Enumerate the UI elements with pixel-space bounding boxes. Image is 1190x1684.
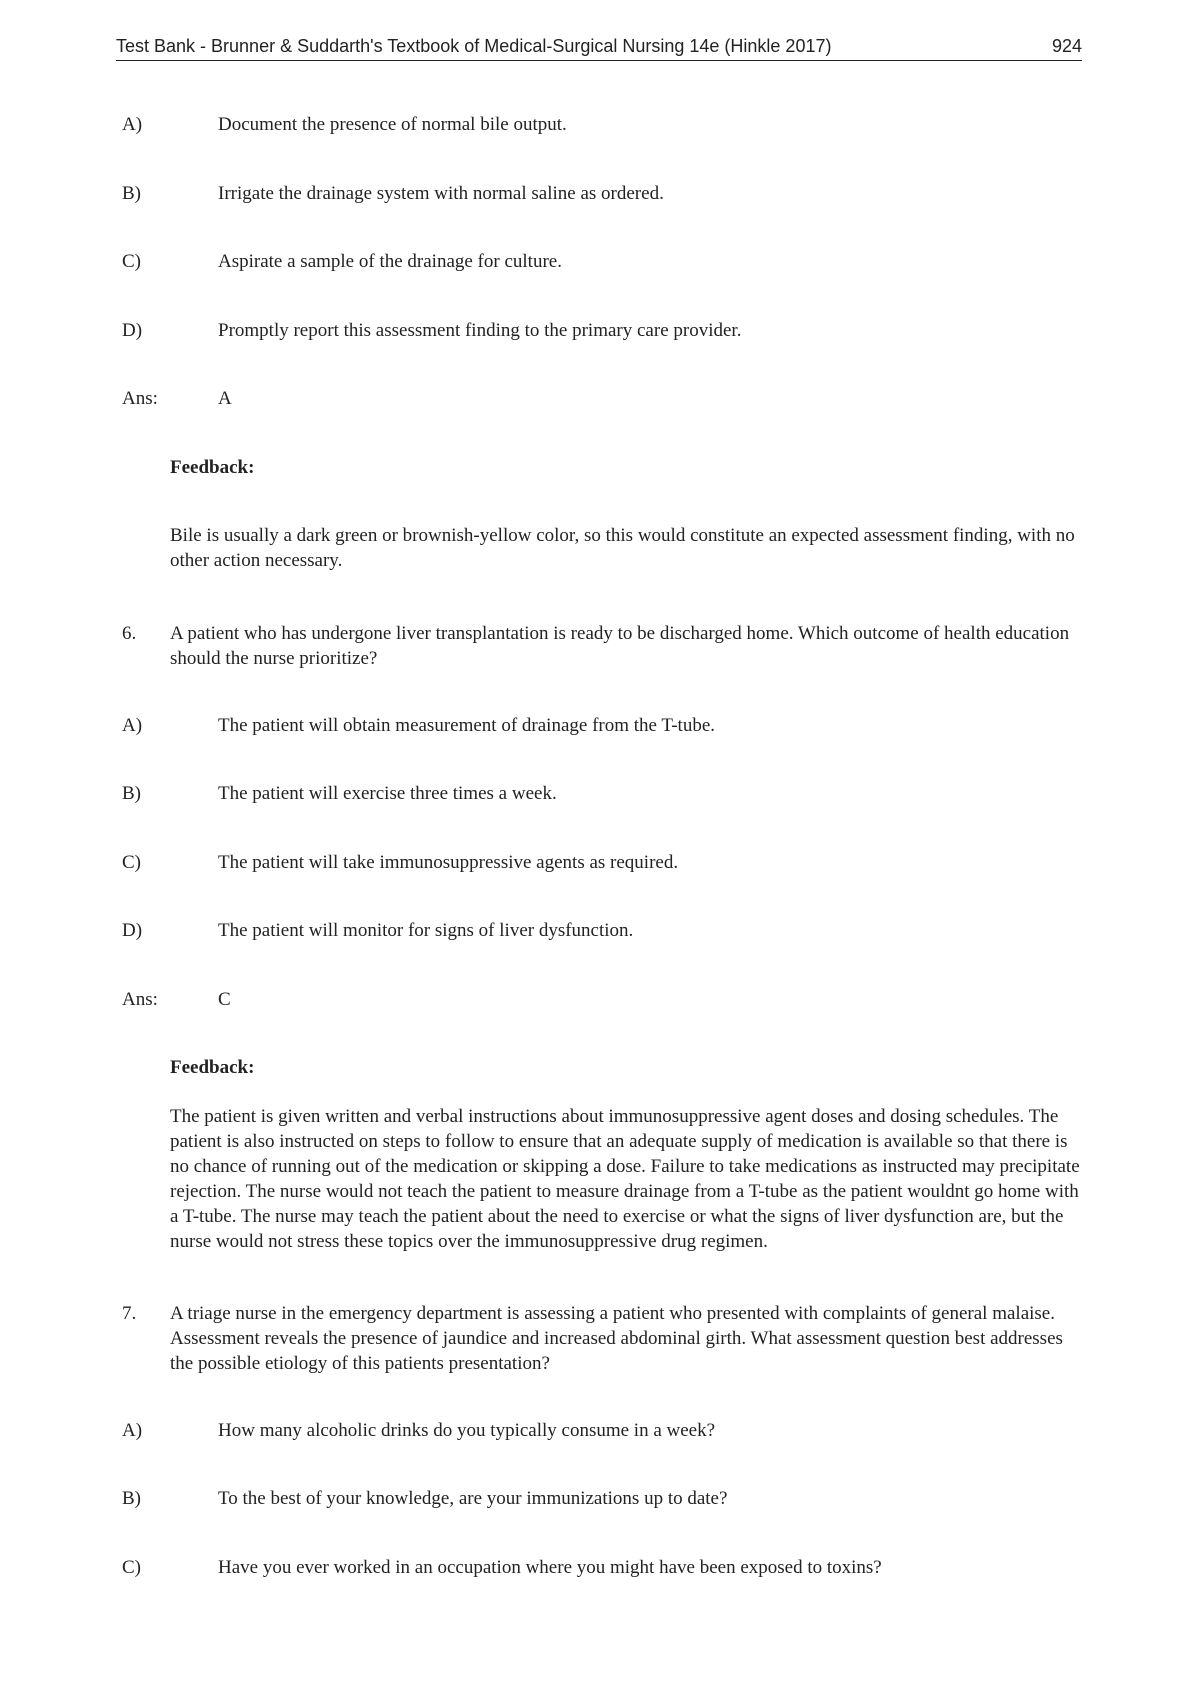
option-letter: C) [122,1557,141,1578]
option-letter: C) [122,251,141,272]
feedback-heading: Feedback: [170,457,255,478]
option-letter: A) [122,1420,143,1441]
option-text: The patient will exercise three times a week. [218,783,557,804]
option-letter: D) [122,920,143,941]
answer-value: A [218,388,232,409]
option-text: The patient will obtain measurement of drainage from the T-tube. [218,715,716,736]
option-text: To the best of your knowledge, are your immunizations up to date? [218,1488,728,1509]
option-letter: A) [122,114,143,135]
option-letter: C) [122,852,141,873]
answer-label: Ans: [122,388,158,409]
answer-value: C [218,989,231,1010]
option-letter: B) [122,183,141,204]
header-title: Test Bank - Brunner & Suddarth's Textbook of Medical-Surgical Nursing 14e (Hinkle 2017) [116,36,832,56]
question-number: 7. [122,1303,137,1324]
page-header [116,34,1082,61]
feedback-heading: Feedback: [170,1057,255,1078]
option-text: How many alcoholic drinks do you typically consume in a week? [218,1420,716,1441]
option-text: Have you ever worked in an occupation where you might have been exposed to toxins? [218,1557,882,1578]
question-text: A patient who has undergone liver transplantation is ready to be discharged home. Which outcome of health education should the nurse prioritize? [170,623,1070,669]
option-letter: B) [122,783,141,804]
option-text: Promptly report this assessment finding to the primary care provider. [218,320,742,341]
option-letter: A) [122,715,143,736]
option-letter: B) [122,1488,141,1509]
option-text: Document the presence of normal bile output. [218,114,567,135]
option-text: Irrigate the drainage system with normal saline as ordered. [218,183,664,204]
feedback-text: The patient is given written and verbal instructions about immunosuppressive agent doses and dosing schedules. The patient is also instructed on steps to follow to ensure that an adequate supply of medication is available so that there is no chance of running out of the medication or skipping a dose. Failure to take medications as instructed may precipitate rejection. The nurse would not teach the patient to measure drainage from a T-tube as the patient wouldnt go home with a T-tube. The nurse may teach the patient about the need to exercise or what the signs of liver dysfunction are, but the nurse would not stress these topics over the immunosuppressive drug regimen. [170,1106,1080,1252]
question-text: A triage nurse in the emergency department is assessing a patient who presented with complaints of general malaise. Assessment reveals the presence of jaundice and increased abdominal girth. What assessment question best addresses the possible etiology of this patients presentation? [170,1303,1063,1374]
option-text: The patient will take immunosuppressive agents as required. [218,852,679,873]
option-text: The patient will monitor for signs of liver dysfunction. [218,920,634,941]
question-number: 6. [122,623,137,644]
feedback-text: Bile is usually a dark green or brownish-yellow color, so this would constitute an expected assessment finding, with no other action necessary. [170,525,1075,571]
option-text: Aspirate a sample of the drainage for culture. [218,251,562,272]
page-number: 924 [1051,36,1082,56]
option-letter: D) [122,320,143,341]
answer-label: Ans: [122,989,158,1010]
